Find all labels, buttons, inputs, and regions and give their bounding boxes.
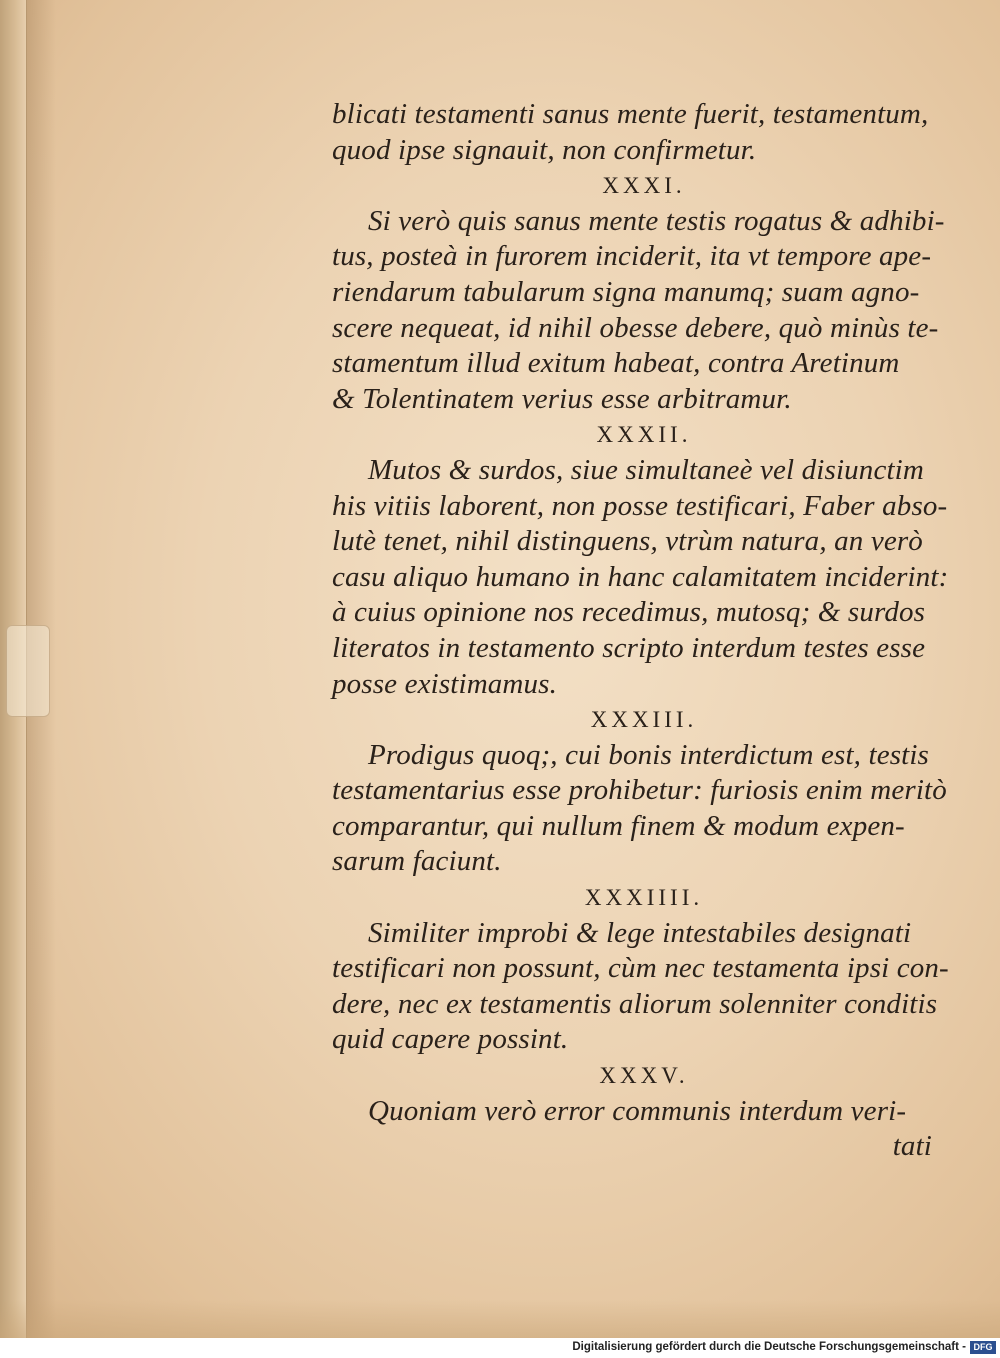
text-line: quid capere possint.: [332, 1023, 569, 1056]
text-line: Si verò quis sanus mente testis rogatus & adhibi-: [368, 204, 945, 237]
text-line: quod ipse signauit, non confirmetur.: [332, 133, 757, 166]
text-line: testamentarius esse prohibetur: furiosis enim meritò: [332, 774, 947, 807]
section-heading: XXXIIII.: [584, 885, 704, 911]
text-line: literatos in testamento scripto interdum testes esse: [332, 631, 926, 664]
section-heading: XXXV.: [599, 1063, 689, 1089]
dfg-logo: DFG: [970, 1341, 996, 1354]
section-heading: XXXI.: [602, 173, 686, 199]
text-line: Similiter improbi & lege intestabiles designati: [368, 916, 912, 949]
text-line: & Tolentinatem verius esse arbitramur.: [332, 382, 792, 415]
digitization-footer: [0, 1338, 1000, 1358]
text-line: tus, posteà in furorem inciderit, ita vt tempore ape-: [332, 240, 932, 273]
funding-credit: Digitalisierung gefördert durch die Deutsche Forschungsgemeinschaft -: [572, 1341, 966, 1353]
text-line: à cuius opinione nos recedimus, mutosq; & surdos: [332, 596, 926, 629]
text-line: sarum faciunt.: [332, 845, 502, 878]
text-line: casu aliquo humano in hanc calamitatem inciderint:: [332, 560, 949, 593]
text-line: testificari non possunt, cùm nec testamenta ipsi con-: [332, 952, 949, 985]
section-heading: XXXIII.: [590, 707, 698, 733]
text-line: dere, nec ex testamentis aliorum solenniter conditis: [332, 987, 938, 1020]
catchword: tati: [892, 1130, 932, 1163]
text-line: lutè tenet, nihil distinguens, vtrùm natura, an verò: [332, 525, 923, 558]
text-line: Quoniam verò error communis interdum veri-: [368, 1094, 907, 1127]
text-line: posse existimamus.: [332, 667, 558, 700]
text-line: scere nequeat, id nihil obesse debere, quò minùs te-: [332, 311, 939, 344]
page-bottom-edge: [0, 1300, 1000, 1338]
text-line: comparantur, qui nullum finem & modum expen-: [332, 809, 905, 842]
text-line: Prodigus quoq;, cui bonis interdictum est, testis: [368, 738, 929, 771]
text-block: [332, 97, 949, 1165]
text-line: his vitiis laborent, non posse testificari, Faber abso-: [332, 489, 948, 522]
text-line: stamentum illud exitum habeat, contra Aretinum: [332, 347, 900, 380]
paper-tab: [6, 625, 50, 717]
text-line: Mutos & surdos, siue simultaneè vel disiunctim: [368, 453, 924, 486]
section-heading: XXXII.: [596, 422, 692, 448]
text-line: blicati testamenti sanus mente fuerit, testamentum,: [332, 98, 929, 130]
text-line: riendarum tabularum signa manumq; suam agno-: [332, 275, 920, 308]
